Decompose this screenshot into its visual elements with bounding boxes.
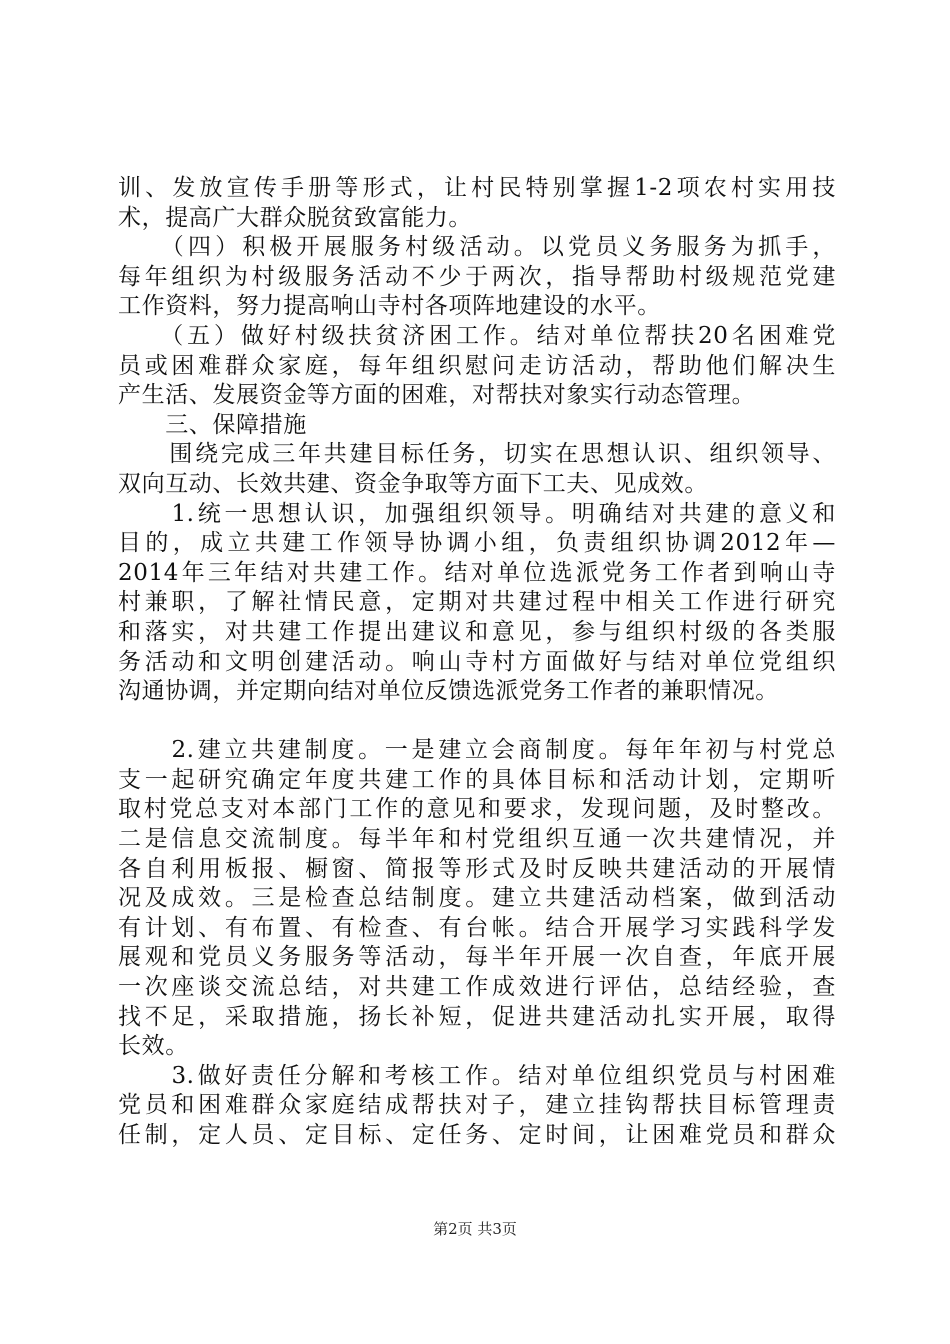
text-line: 2014年三年结对共建工作。结对单位选派党务工作者到响山寺 xyxy=(118,559,836,586)
blank-line xyxy=(118,707,836,737)
document-body xyxy=(118,174,836,1151)
text-line: 找不足，采取措施，扬长补短，促进共建活动扎实开展，取得 xyxy=(118,1003,836,1030)
text-line: 1.统一思想认识，加强组织领导。明确结对共建的意义和 xyxy=(118,500,836,527)
text-line: 取村党总支对本部门工作的意见和要求，发现问题，及时整改。 xyxy=(118,796,836,823)
text-line: 况及成效。三是检查总结制度。建立共建活动档案，做到活动 xyxy=(118,885,836,912)
text-line: 2.建立共建制度。一是建立会商制度。每年年初与村党总 xyxy=(118,737,836,764)
text-line: 党员和困难群众家庭结成帮扶对子，建立挂钩帮扶目标管理责 xyxy=(118,1092,836,1119)
page-footer: 第2页 共3页 xyxy=(433,1220,517,1238)
text-line: 二是信息交流制度。每半年和村党组织互通一次共建情况，并 xyxy=(118,826,836,853)
text-line: 沟通协调，并定期向结对单位反馈选派党务工作者的兼职情况。 xyxy=(118,678,779,705)
text-line: 每年组织为村级服务活动不少于两次，指导帮助村级规范党建 xyxy=(118,263,836,290)
text-line: 村兼职，了解社情民意，定期对共建过程中相关工作进行研究 xyxy=(118,589,836,616)
text-line: 任制，定人员、定目标、定任务、定时间，让困难党员和群众 xyxy=(118,1122,836,1148)
text-line: 和落实，对共建工作提出建议和意见，参与组织村级的各类服 xyxy=(118,618,836,645)
text-line: 围绕完成三年共建目标任务，切实在思想认识、组织领导、 xyxy=(118,441,836,468)
text-line: 目的，成立共建工作领导协调小组，负责组织协调2012年— xyxy=(118,530,836,557)
text-line: 展观和党员义务服务等活动，每半年开展一次自查，年底开展 xyxy=(118,944,836,971)
text-line: 长效。 xyxy=(118,1033,189,1060)
text-line: 有计划、有布置、有检查、有台帐。结合开展学习实践科学发 xyxy=(118,914,836,941)
text-line: 各自利用板报、橱窗、简报等形式及时反映共建活动的开展情 xyxy=(118,855,836,882)
text-line: 一次座谈交流总结，对共建工作成效进行评估，总结经验，查 xyxy=(118,974,836,1001)
text-line: 产生活、发展资金等方面的困难，对帮扶对象实行动态管理。 xyxy=(118,382,756,409)
text-line: 支一起研究确定年度共建工作的具体目标和活动计划，定期听 xyxy=(118,766,836,793)
text-line: 务活动和文明创建活动。响山寺村方面做好与结对单位党组织 xyxy=(118,648,836,675)
text-line: 工作资料，努力提高响山寺村各项阵地建设的水平。 xyxy=(118,293,661,320)
text-line: 三、保障措施 xyxy=(118,411,307,438)
text-line: 3.做好责任分解和考核工作。结对单位组织党员与村困难 xyxy=(118,1062,836,1089)
text-line: 员或困难群众家庭，每年组织慰问走访活动，帮助他们解决生 xyxy=(118,352,836,379)
text-line: 训、发放宣传手册等形式，让村民特别掌握1-2项农村实用技 xyxy=(118,175,836,201)
text-line: 术，提高广大群众脱贫致富能力。 xyxy=(118,204,472,231)
text-line: （五）做好村级扶贫济困工作。结对单位帮扶20名困难党 xyxy=(118,322,836,349)
text-line: （四）积极开展服务村级活动。以党员义务服务为抓手， xyxy=(118,234,836,261)
text-line: 双向互动、长效共建、资金争取等方面下工夫、见成效。 xyxy=(118,470,708,497)
